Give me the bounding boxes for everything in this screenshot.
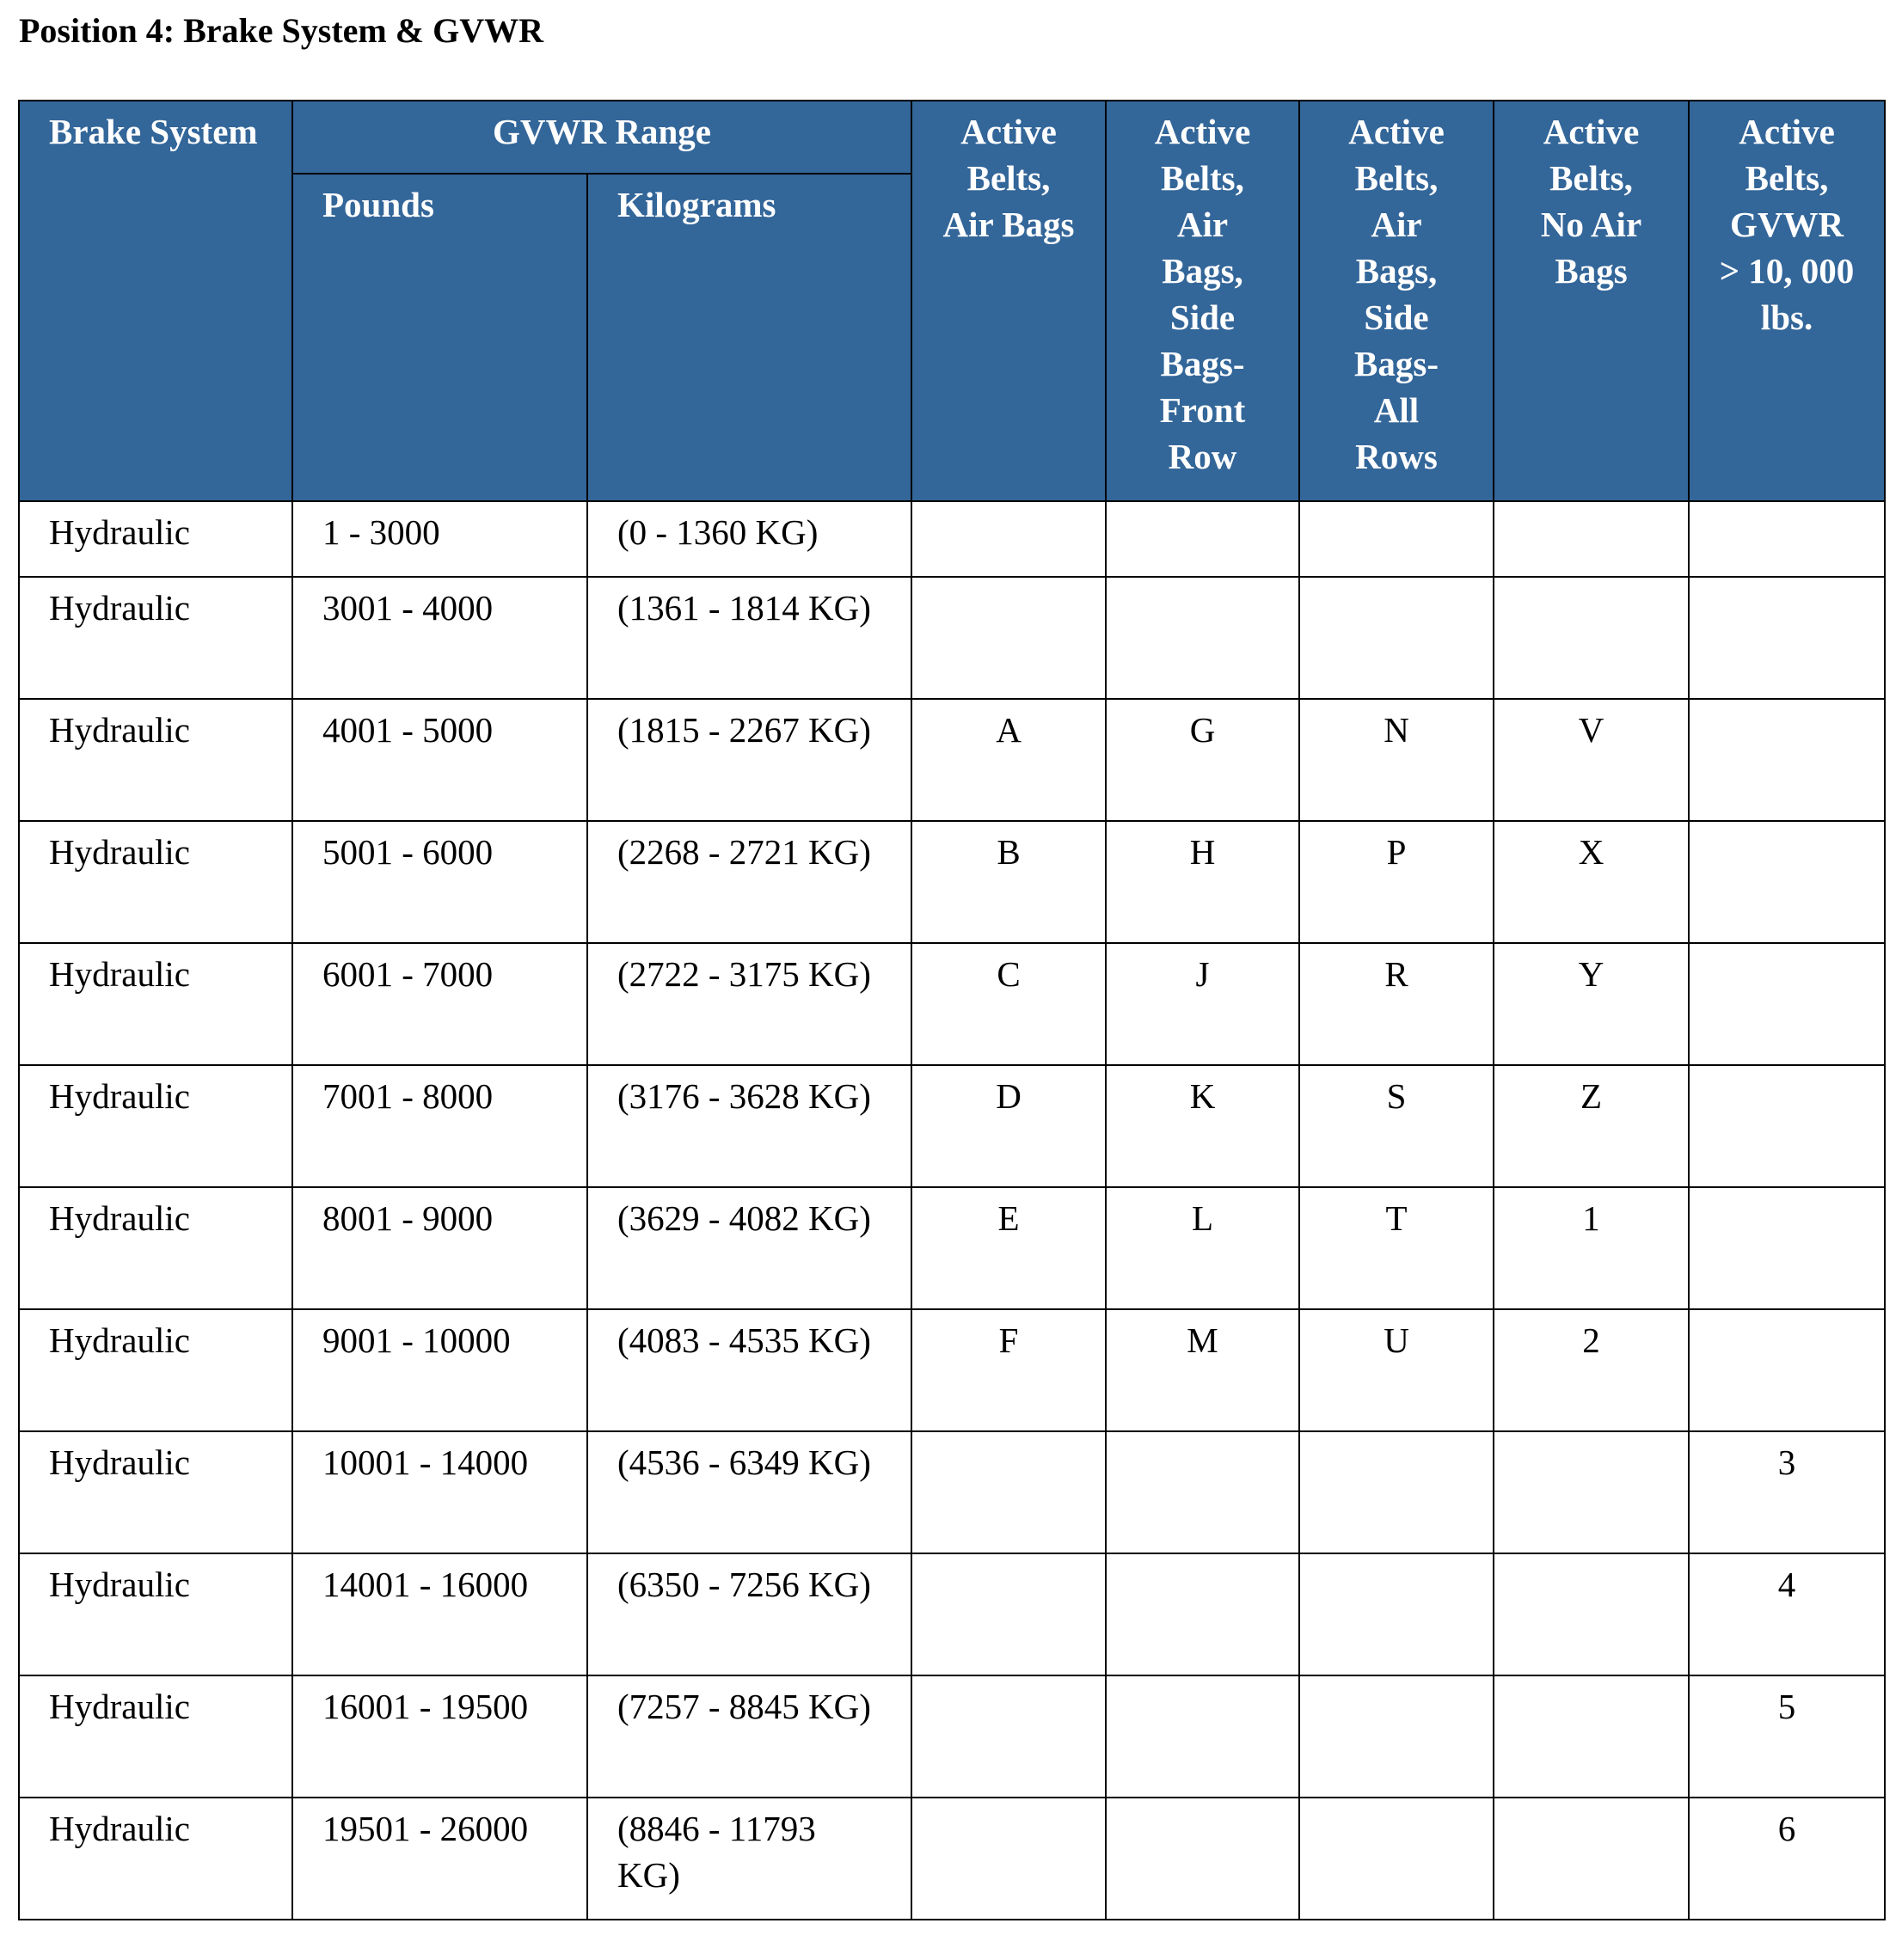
code-gvwr-over-10000-cell — [1689, 943, 1885, 1065]
code-side-all-cell: N — [1299, 699, 1494, 821]
code-no-air-bags-cell — [1494, 1553, 1689, 1675]
pounds-cell: 4001 - 5000 — [292, 699, 587, 821]
table-row — [19, 821, 1885, 943]
code-air-bags-cell — [911, 1431, 1106, 1553]
kilograms-cell: (7257 - 8845 KG) — [587, 1675, 911, 1798]
code-side-front-cell — [1106, 1675, 1299, 1798]
brake-gvwr-table — [18, 100, 1886, 1920]
header-gvwr-over-10000: Active Belts, GVWR > 10, 000 lbs. — [1689, 101, 1885, 501]
code-no-air-bags-cell: Z — [1494, 1065, 1689, 1187]
code-gvwr-over-10000-cell: 5 — [1689, 1675, 1885, 1798]
code-no-air-bags-cell — [1494, 1675, 1689, 1798]
pounds-cell: 9001 - 10000 — [292, 1309, 587, 1431]
code-side-all-cell: S — [1299, 1065, 1494, 1187]
code-side-front-cell: G — [1106, 699, 1299, 821]
code-side-all-cell: R — [1299, 943, 1494, 1065]
header-row — [19, 101, 1885, 174]
code-side-front-cell: H — [1106, 821, 1299, 943]
table-row — [19, 1798, 1885, 1920]
code-side-all-cell — [1299, 1798, 1494, 1920]
code-side-all-cell: P — [1299, 821, 1494, 943]
brake-system-cell: Hydraulic — [19, 699, 292, 821]
kilograms-cell: (3629 - 4082 KG) — [587, 1187, 911, 1309]
code-gvwr-over-10000-cell — [1689, 1309, 1885, 1431]
table-row — [19, 1675, 1885, 1798]
code-gvwr-over-10000-cell: 4 — [1689, 1553, 1885, 1675]
table-row — [19, 699, 1885, 821]
code-gvwr-over-10000-cell — [1689, 821, 1885, 943]
table-row — [19, 1309, 1885, 1431]
pounds-cell: 3001 - 4000 — [292, 577, 587, 699]
code-side-front-cell — [1106, 1798, 1299, 1920]
brake-system-cell: Hydraulic — [19, 501, 292, 577]
code-side-front-cell — [1106, 1431, 1299, 1553]
code-air-bags-cell: E — [911, 1187, 1106, 1309]
code-side-all-cell — [1299, 1553, 1494, 1675]
kilograms-cell: (8846 - 11793 KG) — [587, 1798, 911, 1920]
table-row — [19, 1431, 1885, 1553]
pounds-cell: 8001 - 9000 — [292, 1187, 587, 1309]
code-side-all-cell — [1299, 501, 1494, 577]
code-no-air-bags-cell — [1494, 1798, 1689, 1920]
header-kilograms: Kilograms — [587, 174, 911, 501]
code-side-front-cell — [1106, 1553, 1299, 1675]
code-no-air-bags-cell: X — [1494, 821, 1689, 943]
brake-system-cell: Hydraulic — [19, 577, 292, 699]
pounds-cell: 10001 - 14000 — [292, 1431, 587, 1553]
header-gvwr-range: GVWR Range — [292, 101, 911, 174]
code-gvwr-over-10000-cell — [1689, 577, 1885, 699]
code-side-all-cell — [1299, 577, 1494, 699]
page-title: Position 4: Brake System & GVWR — [19, 11, 543, 50]
table-row — [19, 1065, 1885, 1187]
pounds-cell: 19501 - 26000 — [292, 1798, 587, 1920]
pounds-cell: 1 - 3000 — [292, 501, 587, 577]
code-no-air-bags-cell: Y — [1494, 943, 1689, 1065]
brake-system-cell: Hydraulic — [19, 1798, 292, 1920]
pounds-cell: 14001 - 16000 — [292, 1553, 587, 1675]
header-side-bags-front-row: Active Belts, Air Bags, Side Bags- Front Row — [1106, 101, 1299, 501]
kilograms-cell: (0 - 1360 KG) — [587, 501, 911, 577]
table-body — [19, 501, 1885, 1920]
code-side-front-cell: K — [1106, 1065, 1299, 1187]
code-side-all-cell — [1299, 1431, 1494, 1553]
code-no-air-bags-cell: 2 — [1494, 1309, 1689, 1431]
brake-system-cell: Hydraulic — [19, 943, 292, 1065]
table-row — [19, 1553, 1885, 1675]
code-no-air-bags-cell: V — [1494, 699, 1689, 821]
code-side-all-cell: T — [1299, 1187, 1494, 1309]
code-air-bags-cell — [911, 1553, 1106, 1675]
code-air-bags-cell — [911, 1798, 1106, 1920]
kilograms-cell: (4083 - 4535 KG) — [587, 1309, 911, 1431]
code-air-bags-cell: B — [911, 821, 1106, 943]
header-no-air-bags: Active Belts, No Air Bags — [1494, 101, 1689, 501]
code-side-front-cell — [1106, 501, 1299, 577]
code-gvwr-over-10000-cell — [1689, 1187, 1885, 1309]
header-active-belts-air-bags: Active Belts, Air Bags — [911, 101, 1106, 501]
code-gvwr-over-10000-cell: 3 — [1689, 1431, 1885, 1553]
code-air-bags-cell — [911, 501, 1106, 577]
code-gvwr-over-10000-cell — [1689, 1065, 1885, 1187]
code-no-air-bags-cell: 1 — [1494, 1187, 1689, 1309]
code-no-air-bags-cell — [1494, 577, 1689, 699]
kilograms-cell: (2268 - 2721 KG) — [587, 821, 911, 943]
brake-system-cell: Hydraulic — [19, 1431, 292, 1553]
code-side-all-cell — [1299, 1675, 1494, 1798]
code-no-air-bags-cell — [1494, 501, 1689, 577]
pounds-cell: 16001 - 19500 — [292, 1675, 587, 1798]
brake-system-cell: Hydraulic — [19, 1065, 292, 1187]
code-air-bags-cell: F — [911, 1309, 1106, 1431]
code-gvwr-over-10000-cell — [1689, 699, 1885, 821]
brake-system-cell: Hydraulic — [19, 1187, 292, 1309]
code-side-all-cell: U — [1299, 1309, 1494, 1431]
code-air-bags-cell: A — [911, 699, 1106, 821]
table-row — [19, 943, 1885, 1065]
kilograms-cell: (3176 - 3628 KG) — [587, 1065, 911, 1187]
kilograms-cell: (6350 - 7256 KG) — [587, 1553, 911, 1675]
pounds-cell: 7001 - 8000 — [292, 1065, 587, 1187]
table-row — [19, 577, 1885, 699]
pounds-cell: 6001 - 7000 — [292, 943, 587, 1065]
code-side-front-cell: M — [1106, 1309, 1299, 1431]
brake-system-cell: Hydraulic — [19, 1309, 292, 1431]
kilograms-cell: (2722 - 3175 KG) — [587, 943, 911, 1065]
brake-system-cell: Hydraulic — [19, 821, 292, 943]
code-air-bags-cell: C — [911, 943, 1106, 1065]
code-side-front-cell — [1106, 577, 1299, 699]
code-air-bags-cell: D — [911, 1065, 1106, 1187]
kilograms-cell: (1361 - 1814 KG) — [587, 577, 911, 699]
code-gvwr-over-10000-cell — [1689, 501, 1885, 577]
code-gvwr-over-10000-cell: 6 — [1689, 1798, 1885, 1920]
kilograms-cell: (4536 - 6349 KG) — [587, 1431, 911, 1553]
code-side-front-cell: J — [1106, 943, 1299, 1065]
brake-system-cell: Hydraulic — [19, 1553, 292, 1675]
header-pounds: Pounds — [292, 174, 587, 501]
code-air-bags-cell — [911, 1675, 1106, 1798]
table-row — [19, 501, 1885, 577]
code-air-bags-cell — [911, 577, 1106, 699]
table-row — [19, 1187, 1885, 1309]
brake-system-cell: Hydraulic — [19, 1675, 292, 1798]
code-no-air-bags-cell — [1494, 1431, 1689, 1553]
header-side-bags-all-rows: Active Belts, Air Bags, Side Bags- All Rows — [1299, 101, 1494, 501]
pounds-cell: 5001 - 6000 — [292, 821, 587, 943]
kilograms-cell: (1815 - 2267 KG) — [587, 699, 911, 821]
header-brake-system: Brake System — [19, 101, 292, 501]
code-side-front-cell: L — [1106, 1187, 1299, 1309]
